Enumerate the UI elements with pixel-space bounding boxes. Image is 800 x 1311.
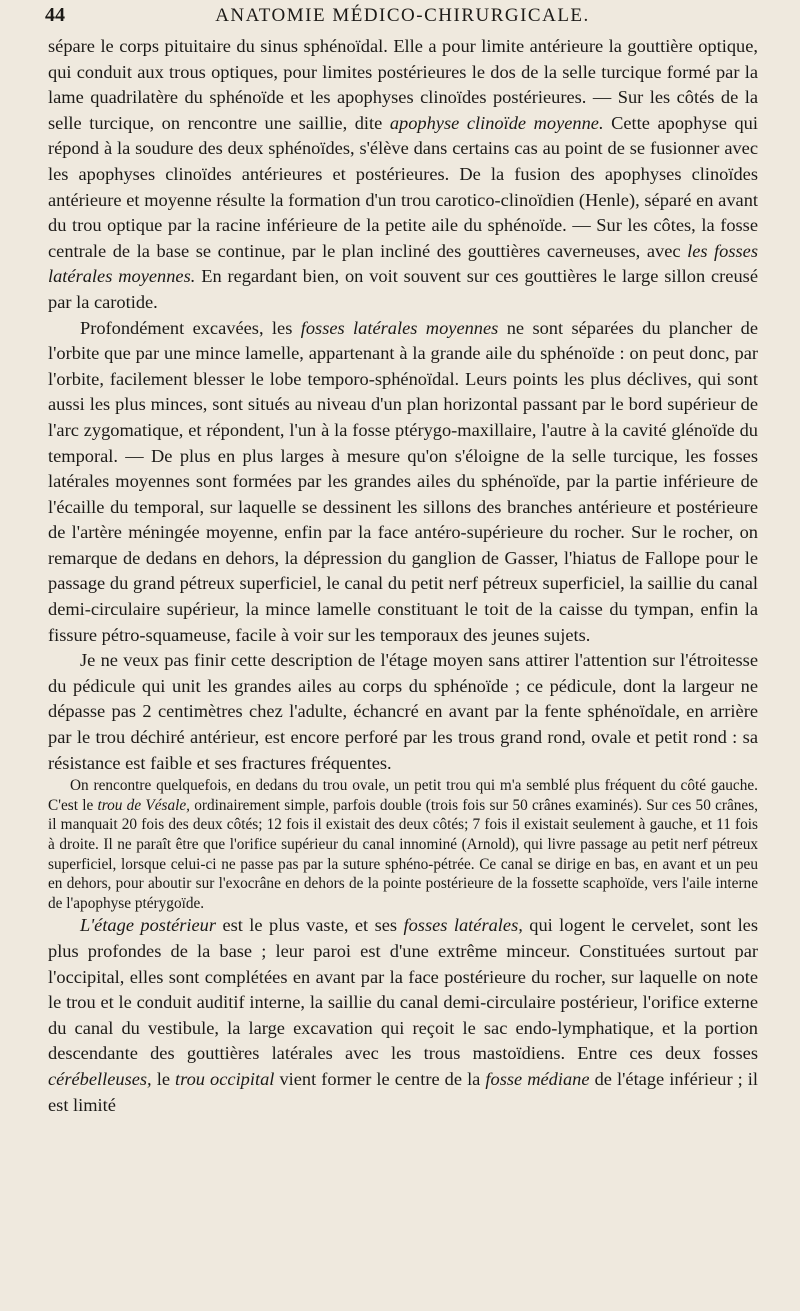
running-title: ANATOMIE MÉDICO-CHIRURGICALE.	[215, 5, 590, 26]
italic-term: trou de Vésale,	[97, 796, 190, 814]
page-number: 44	[45, 4, 65, 26]
italic-term: L'étage postérieur	[80, 915, 217, 936]
italic-term: fosses latérales,	[403, 915, 523, 936]
italic-term: apophyse clinoïde moyenne.	[389, 112, 604, 133]
italic-term: fosse médiane	[485, 1068, 590, 1089]
page-header	[45, 4, 760, 30]
italic-term: les fosses latérales moyennes.	[48, 240, 758, 287]
footnote-paragraph: On rencontre quelquefois, en dedans du trou ovale, un petit trou qui m'a semblé plus fréquent du côté gauche. C'est le trou de Vésale, ordinairement simple, parfois double (trois fois sur 50 crânes examinés). Sur ces 50 crânes, il manquait 20 fois des deux côtés; 12 fois il existait des deux côtés; 7 fois il existait seulement à gauche, et 11 fois à droite. Il ne paraît être que l'orifice supérieur du canal innominé (Arnold), qui livre passage au petit nerf pétreux superficiel, lorsque celui-ci ne passe pas par la suture sphéno-pétrée. Ce canal se dirige en bas, en avant et un peu en dehors, pour aboutir sur l'exocrâne en dehors de la pointe postérieure de la fossette scaphoïde, vers l'aile interne de l'apophyse ptérygoïde.	[48, 777, 758, 912]
paragraph: L'étage postérieur est le plus vaste, et ses fosses latérales, qui logent le cervelet, sont les plus profondes de la base ; leur paroi est d'une extrême minceur. Constituées surtout par l'occipital, elles sont complétées en avant par la face postérieure du rocher, sur laquelle on note le trou et le conduit auditif interne, la saillie du canal demi-circulaire postérieur, l'orifice externe du canal du vestibule, la large excavation qui reçoit le sac endo-lymphatique, et la portion descendante des gouttières latérales avec les trous mastoïdiens. Entre ces deux fosses cérébelleuses, le trou occipital vient former le centre de la fosse médiane de l'étage inférieur ; il est limité	[48, 915, 758, 1115]
italic-term: trou occipital	[175, 1068, 275, 1089]
paragraph: Profondément excavées, les fosses latérales moyennes ne sont séparées du plancher de l'orbite que par une mince lamelle, appartenant à la grande aile du sphénoïde : on peut donc, par l'orbite, facilement blesser le lobe temporo-sphénoïdal. Leurs points les plus déclives, qui sont aussi les plus minces, sont situés au niveau d'un plan horizontal passant par le bord supérieur de l'arc zygomatique, et répondent, l'un à la fosse ptérygo-maxillaire, l'autre à la cavité glénoïde du temporal. — De plus en plus larges à mesure qu'on s'éloigne de la selle turcique, les fosses latérales moyennes sont formées par les grandes ailes du sphénoïde, par la partie inférieure de l'écaille du temporal, sur laquelle se dessinent les sillons des branches antérieure et postérieure de l'artère méningée moyenne, enfin par la face antéro-supérieure du rocher. Sur le rocher, on remarque de dedans en dehors, la dépression du ganglion de Gasser, l'hiatus de Fallope pour le passage du grand pétreux superficiel, le canal du petit nerf pétreux superficiel, la saillie du canal demi-circulaire supérieur, la mince lamelle constituant le toit de la caisse du tympan, enfin la fissure pétro-squameuse, facile à voir sur les temporaux des jeunes sujets.	[48, 317, 758, 645]
italic-term: fosses latérales moyennes	[300, 317, 499, 338]
page-body	[48, 34, 758, 1118]
italic-term: cérébelleuses,	[48, 1068, 152, 1089]
paragraph: Je ne veux pas finir cette description de l'étage moyen sans attirer l'attention sur l'étroitesse du pédicule qui unit les grandes ailes au corps du sphénoïde ; ce pédicule, dont la largeur ne dépasse pas 2 centimètres chez l'adulte, échancré en avant par la fente sphénoïdale, en arrière par le trou déchiré antérieur, est encore perforé par les trous grand rond, ovale et petit rond : sa résistance est faible et ses fractures fréquentes.	[48, 650, 758, 773]
paragraph: sépare le corps pituitaire du sinus sphénoïdal. Elle a pour limite antérieure la gouttière optique, qui conduit aux trous optiques, pour limites postérieures le dos de la selle turcique formé par la lame quadrilatère du sphénoïde et les apophyses clinoïdes postérieures. — Sur les côtés de la selle turcique, on rencontre une saillie, dite apophyse clinoïde moyenne. Cette apophyse qui répond à la soudure des deux sphénoïdes, s'élève dans certains cas au point de se fusionner avec les apophyses clinoïdes antérieures et postérieures. De la fusion des apophyses clinoïdes antérieure et moyenne résulte la formation d'un trou carotico-clinoïdien (Henle), séparé en avant du trou optique par la racine inférieure de la petite aile du sphénoïde. — Sur les côtes, la fosse centrale de la base se continue, par le plan incliné des gouttières caverneuses, avec les fosses latérales moyennes. En regardant bien, on voit souvent sur ces gouttières le large sillon creusé par la carotide.	[48, 36, 758, 312]
